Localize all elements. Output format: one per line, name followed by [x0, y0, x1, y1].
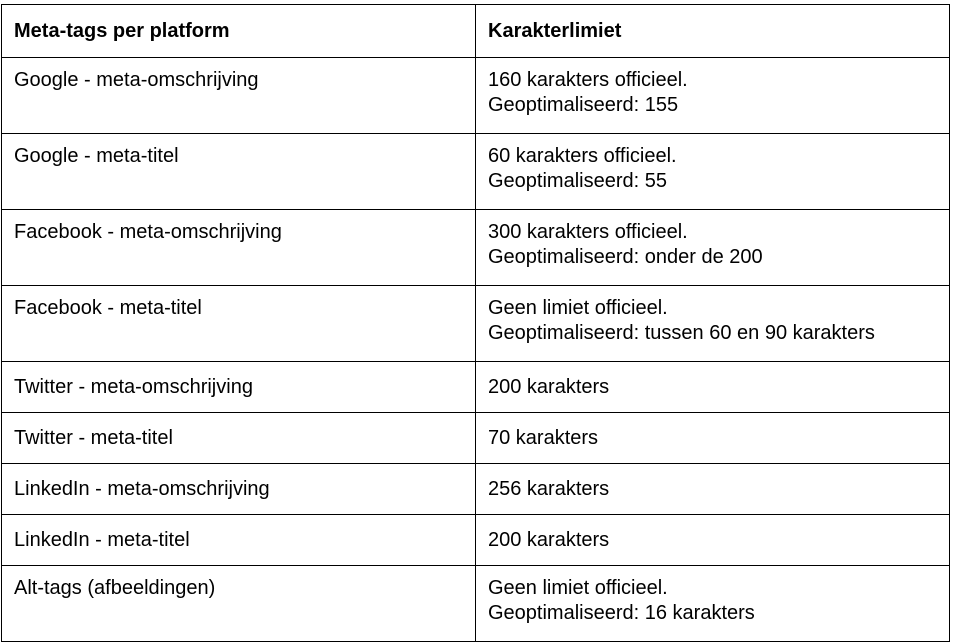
- platform-cell: LinkedIn - meta-omschrijving: [2, 464, 476, 515]
- limit-optimized: Geoptimaliseerd: tussen 60 en 90 karakters: [488, 322, 875, 344]
- table-row: [2, 210, 950, 286]
- limit-official: 300 karakters officieel.: [488, 221, 688, 243]
- table-row: [2, 362, 950, 413]
- table-row: [2, 566, 950, 642]
- limit-value: 200 karakters: [488, 528, 610, 551]
- platform-cell: Twitter - meta-titel: [2, 413, 476, 464]
- limit-value: 70 karakters: [488, 426, 599, 449]
- limit-cell: [476, 464, 950, 515]
- platform-cell: Twitter - meta-omschrijving: [2, 362, 476, 413]
- platform-cell: Alt-tags (afbeeldingen): [2, 566, 476, 642]
- header-row: [2, 5, 950, 58]
- platform-cell: Google - meta-titel: [2, 134, 476, 210]
- limit-cell: [476, 413, 950, 464]
- limit-cell: [476, 210, 950, 286]
- table-container: [1, 4, 949, 642]
- limit-official: 60 karakters officieel.: [488, 145, 677, 167]
- platform-cell: Facebook - meta-omschrijving: [2, 210, 476, 286]
- table-row: [2, 286, 950, 362]
- limit-optimized: Geoptimaliseerd: 16 karakters: [488, 602, 755, 624]
- limit-optimized: Geoptimaliseerd: 155: [488, 94, 679, 116]
- table-row: [2, 464, 950, 515]
- limit-cell: [476, 566, 950, 642]
- table-row: [2, 58, 950, 134]
- limit-optimized: Geoptimaliseerd: onder de 200: [488, 246, 763, 268]
- platform-cell: Facebook - meta-titel: [2, 286, 476, 362]
- limit-official: Geen limiet officieel.: [488, 297, 668, 319]
- limit-value: 256 karakters: [488, 477, 610, 500]
- table-row: [2, 515, 950, 566]
- header-platform: Meta-tags per platform: [2, 5, 476, 58]
- limit-value: 200 karakters: [488, 375, 610, 398]
- limit-optimized: Geoptimaliseerd: 55: [488, 170, 667, 192]
- table-row: [2, 413, 950, 464]
- limit-cell: [476, 362, 950, 413]
- meta-tags-table: [1, 4, 950, 642]
- limit-cell: [476, 134, 950, 210]
- platform-cell: LinkedIn - meta-titel: [2, 515, 476, 566]
- limit-official: 160 karakters officieel.: [488, 69, 688, 91]
- platform-cell: Google - meta-omschrijving: [2, 58, 476, 134]
- limit-cell: [476, 286, 950, 362]
- header-character-limit: Karakterlimiet: [476, 5, 950, 58]
- limit-cell: [476, 58, 950, 134]
- limit-cell: [476, 515, 950, 566]
- table-row: [2, 134, 950, 210]
- limit-official: Geen limiet officieel.: [488, 577, 668, 599]
